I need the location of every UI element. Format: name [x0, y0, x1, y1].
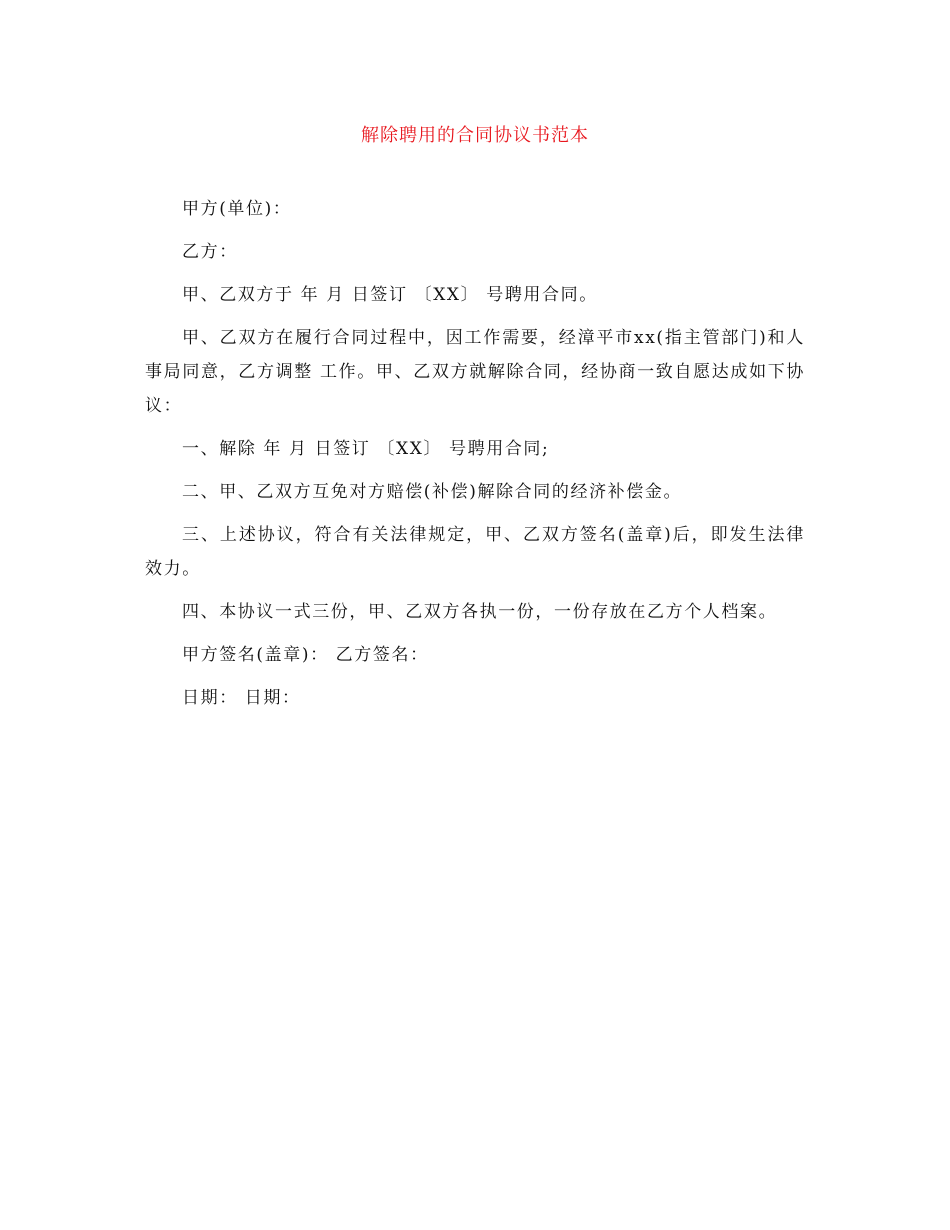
- clause-3: 三、上述协议，符合有关法律规定，甲、乙双方签名(盖章)后，即发生法律效力。: [145, 525, 805, 579]
- clause-4: 四、本协议一式三份，甲、乙双方各执一份，一份存放在乙方个人档案。: [182, 602, 778, 622]
- date-line: 日期： 日期：: [182, 688, 301, 708]
- signature-line: 甲方签名(盖章)： 乙方签名：: [182, 645, 429, 665]
- party-b-line: 乙方：: [182, 242, 238, 262]
- contract-reference-paragraph: 甲、乙双方于 年 月 日签订 〔XX〕 号聘用合同。: [182, 285, 598, 305]
- document-title: 解除聘用的合同协议书范本: [361, 125, 589, 146]
- clause-1: 一、解除 年 月 日签订 〔XX〕 号聘用合同;: [182, 439, 550, 459]
- document-body: [145, 192, 805, 724]
- background-paragraph: 甲、乙双方在履行合同过程中，因工作需要，经漳平市xx(指主管部门)和人事局同意，乙方调整 工作。甲、乙双方就解除合同，经协商一致自愿达成如下协议：: [145, 328, 805, 416]
- clause-2: 二、甲、乙双方互免对方赔偿(补偿)解除合同的经济补偿金。: [182, 482, 683, 502]
- party-a-line: 甲方(单位)：: [182, 199, 292, 219]
